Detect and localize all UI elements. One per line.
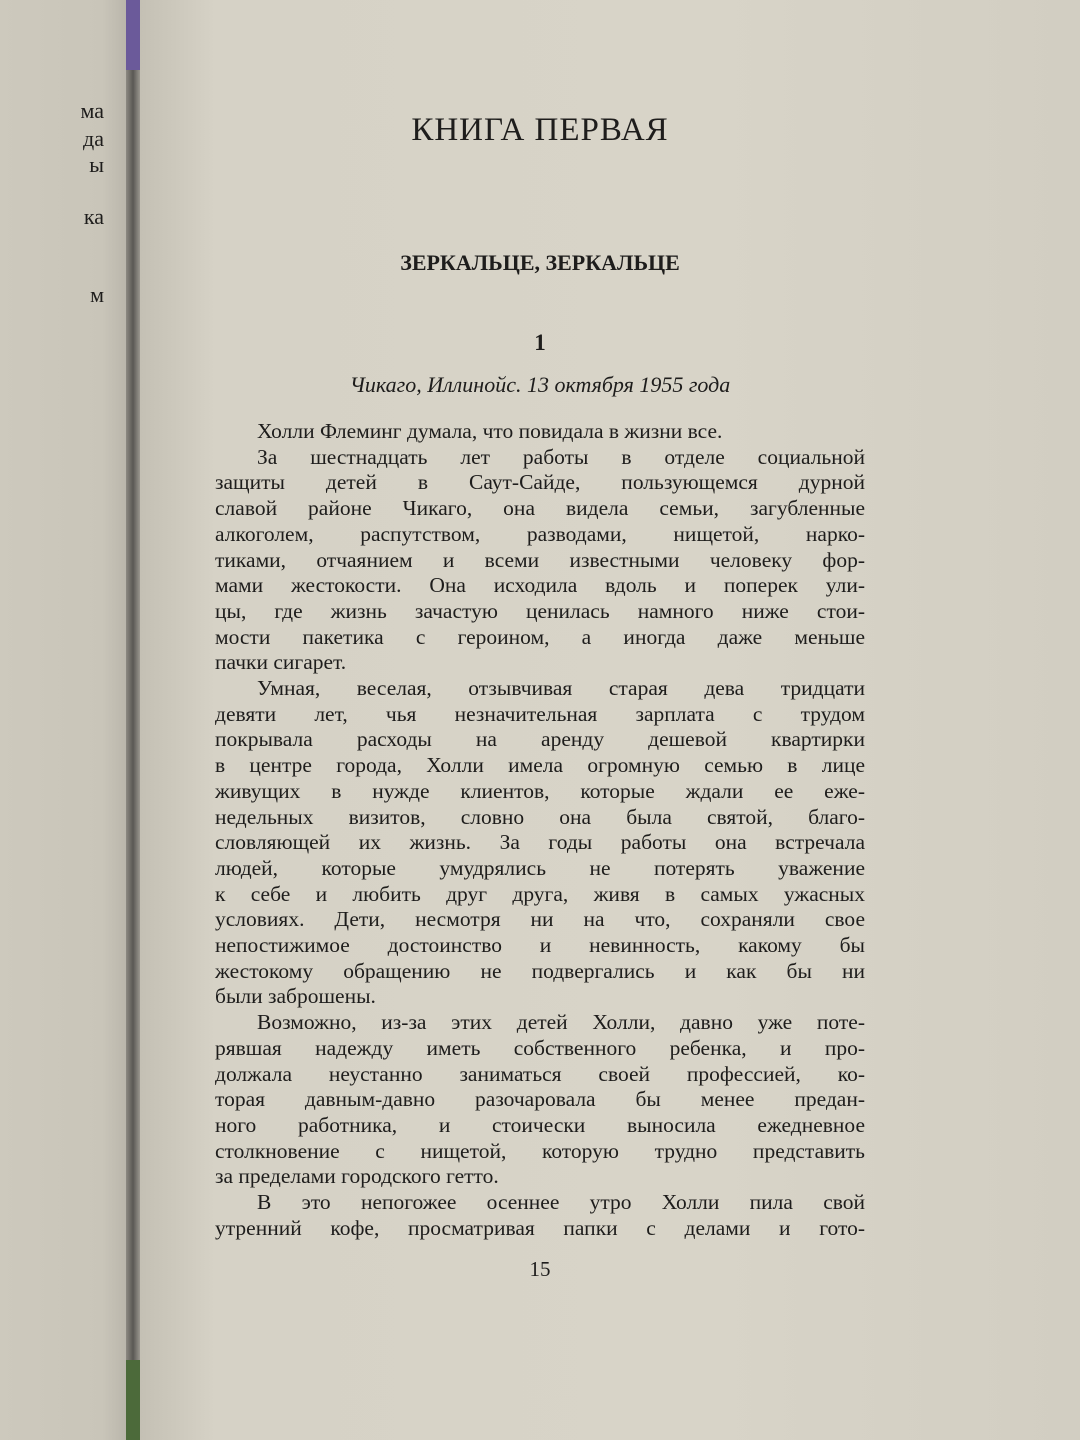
page-number: 15 bbox=[529, 1257, 551, 1281]
text-line: защиты детей в Саут-Сайде, пользующемся дурной bbox=[215, 470, 865, 495]
text-line: к себе и любить друг друга, живя в самых ужасных bbox=[215, 881, 865, 906]
text-line: непостижимое достоинство и невинность, какому бы bbox=[215, 933, 865, 958]
text-line: рявшая надежду иметь собственного ребенка, и про- bbox=[215, 1035, 865, 1060]
text-line: ного работника, и стоически выносила ежедневное bbox=[215, 1112, 865, 1137]
text-line: людей, которые умудрялись не потерять уважение bbox=[215, 855, 865, 880]
left-page bbox=[0, 0, 128, 1440]
paragraph bbox=[215, 419, 865, 445]
text-line: мости пакетика с героином, а иногда даже меньше bbox=[215, 624, 865, 649]
book-spine-gutter bbox=[126, 0, 140, 1440]
text-line: условиях. Дети, несмотря ни на что, сохраняли свое bbox=[215, 907, 865, 932]
text-line: цы, где жизнь зачастую ценилась намного ниже стои- bbox=[215, 598, 865, 623]
text-line: мами жестокости. Она исходила вдоль и поперек ули- bbox=[215, 573, 865, 598]
left-page-fragment: ы bbox=[89, 152, 104, 177]
text-line: девяти лет, чья незначительная зарплата с трудом bbox=[215, 701, 865, 726]
text-line: тиками, отчаянием и всеми известными человеку фор- bbox=[215, 547, 865, 572]
text-line: алкоголем, распутством, разводами, нищетой, нарко- bbox=[215, 521, 865, 546]
text-line: торая давным-давно разочаровала бы менее предан- bbox=[215, 1087, 865, 1112]
bookmark-ribbon bbox=[126, 0, 140, 70]
body-text bbox=[215, 419, 865, 1242]
left-page-fragment: да bbox=[83, 126, 104, 151]
text-line: должала неустанно заниматься своей профессией, ко- bbox=[215, 1061, 865, 1086]
paragraph bbox=[215, 1010, 865, 1190]
text-line: покрывала расходы на аренду дешевой квартирки bbox=[215, 727, 865, 752]
text-line: были заброшены. bbox=[215, 984, 376, 1009]
text-line: Холли Флеминг думала, что повидала в жизни все. bbox=[257, 419, 723, 443]
part-title: ЗЕРКАЛЬЦЕ, ЗЕРКАЛЬЦЕ bbox=[400, 250, 680, 275]
text-line: столкновение с нищетой, которую трудно представить bbox=[215, 1138, 865, 1163]
text-line: В это непогожее осеннее утро Холли пила свой bbox=[257, 1190, 865, 1215]
text-line: За шестнадцать лет работы в отделе социальной bbox=[257, 444, 865, 469]
text-line: в центре города, Холли имела огромную семью в лице bbox=[215, 753, 865, 778]
text-line: живущих в нужде клиентов, которые ждали ее еже- bbox=[215, 778, 865, 803]
text-line: Возможно, из-за этих детей Холли, давно уже поте- bbox=[257, 1010, 865, 1035]
text-line: словляющей их жизнь. За годы работы она встречала bbox=[215, 830, 865, 855]
text-line: славой районе Чикаго, она видела семьи, загубленные bbox=[215, 496, 865, 521]
text-line: жестокому обращению не подвергались и как бы ни bbox=[215, 958, 865, 983]
text-line: пачки сигарет. bbox=[215, 650, 347, 675]
cover-edge bbox=[126, 1360, 140, 1440]
chapter-number: 1 bbox=[534, 330, 546, 355]
paragraph bbox=[215, 1190, 865, 1241]
text-line: за пределами городского гетто. bbox=[215, 1164, 499, 1189]
text-line: Умная, веселая, отзывчивая старая дева тридцати bbox=[257, 676, 865, 701]
paragraph bbox=[215, 676, 865, 1010]
dateline: Чикаго, Иллинойс. 13 октября 1955 года bbox=[349, 372, 731, 397]
book-title: КНИГА ПЕРВАЯ bbox=[411, 112, 669, 148]
text-line: утренний кофе, просматривая папки с делами и гото- bbox=[215, 1215, 865, 1240]
text-line: недельных визитов, словно она была святой, благо- bbox=[215, 804, 865, 829]
paragraph bbox=[215, 445, 865, 676]
left-page-fragment: ка bbox=[83, 204, 104, 229]
left-page-fragment: м bbox=[90, 282, 104, 307]
left-page-fragment: ма bbox=[80, 98, 104, 123]
